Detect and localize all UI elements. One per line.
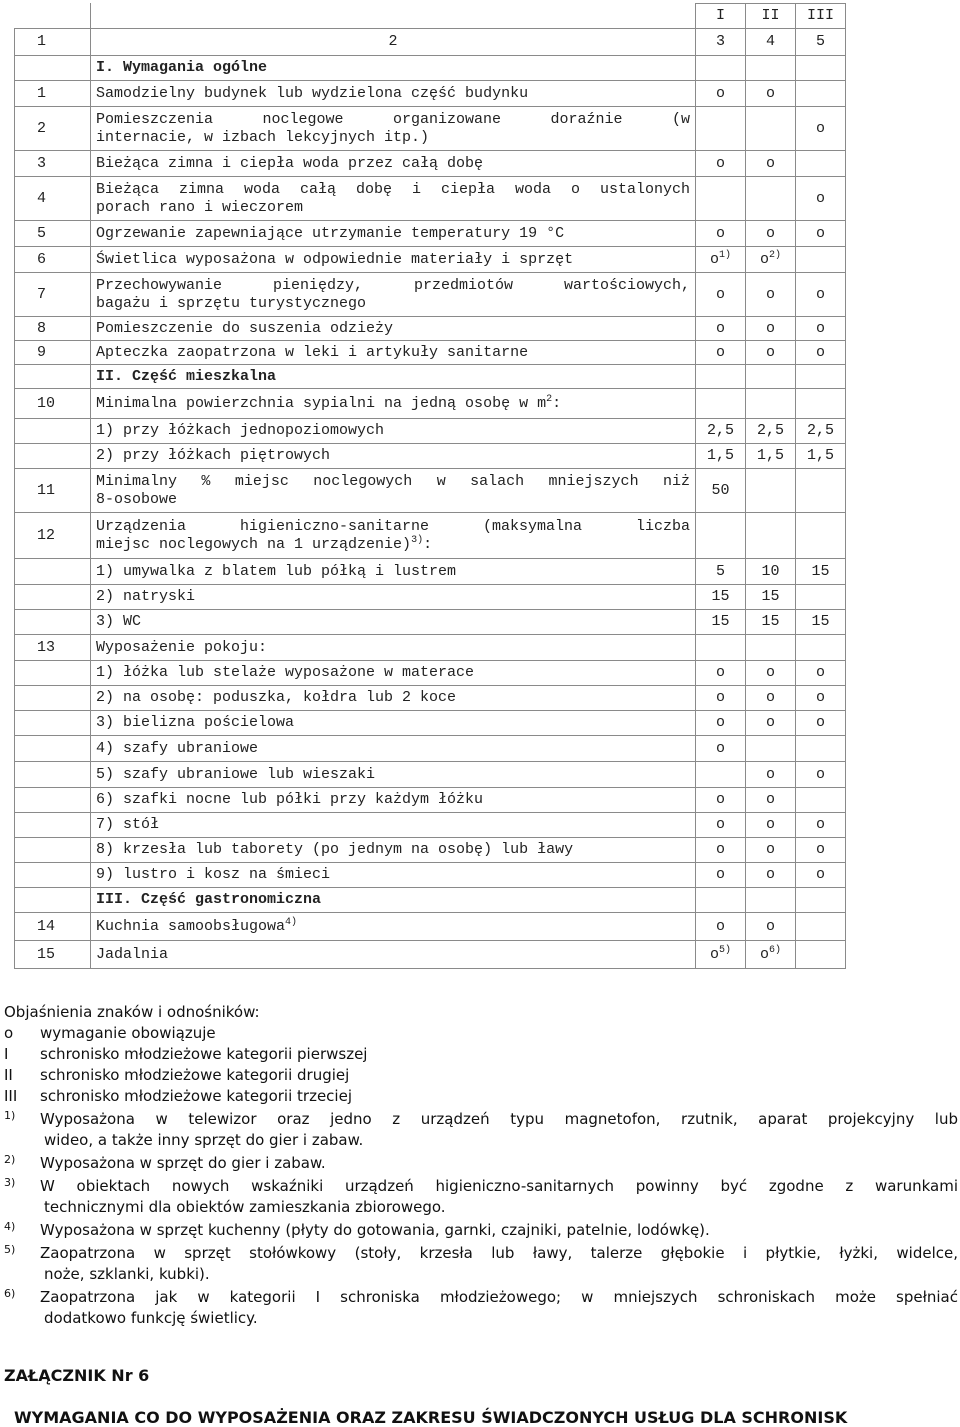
section-row [15,888,846,913]
table-row: 1) łóżka lub stelaże wyposażone w materace o o o [15,661,846,686]
table-row: 4 Bieżąca zimna woda całą dobę i ciepła woda o ustalonych porach rano i wieczorem o [15,177,846,221]
table-row: 7 Przechowywanie pieniędzy, przedmiotów wartościowych, bagażu i sprzętu turystycznego o o o [15,273,846,317]
table-row: 9) lustro i kosz na śmieci o o o [15,863,846,888]
legend-item: I schronisko młodzieżowe kategorii pierwszej [4,1045,368,1063]
table-row: 5) szafy ubraniowe lub wieszaki o o [15,762,846,788]
table-row: 8) krzesła lub taborety (po jednym na osobę) lub ławy o o o [15,838,846,863]
table-row: 2 Pomieszczenia noclegowe organizowane doraźnie (w internacie, w izbach lekcyjnych itp.) o [15,107,846,151]
table-row: 9 Apteczka zaopatrzona w leki i artykuły sanitarne o o o [15,341,846,365]
section-row [15,56,846,81]
section-title: II. Część mieszkalna [91,365,696,389]
table-row: 7) stół o o o [15,813,846,838]
table-row: 4) szafy ubraniowe o [15,736,846,762]
legend [4,1002,958,1329]
table-row: 3) bielizna pościelowa o o o [15,711,846,736]
table-row: 3) WC 15 15 15 [15,610,846,635]
category-1-header: I [696,4,746,29]
footnote: 5) Zaopatrzona w sprzęt stołówkowy (stoły, krzesła lub ławy, talerze głębokie i płytkie, łyżki, widelce, noże, szklanki, kubki). [4,1243,958,1283]
table-row: 1) przy łóżkach jednopoziomowych 2,5 2,5 2,5 [15,419,846,444]
requirements-table [14,3,846,969]
table-row: 1 Samodzielny budynek lub wydzielona część budynku o o [15,81,846,107]
table-row: 2) natryski 15 15 [15,585,846,610]
document-heading: WYMAGANIA CO DO WYPOSAŻENIA ORAZ ZAKRESU ŚWIADCZONYCH USŁUG DLA SCHRONISK [14,1408,848,1427]
category-3-header: III [796,4,846,29]
section-title: I. Wymagania ogólne [91,56,696,81]
legend-item: III schronisko młodzieżowe kategorii trzeciej [4,1087,352,1105]
table-row: 2) na osobę: poduszka, kołdra lub 2 koce o o o [15,686,846,711]
table-row: 12 Urządzenia higieniczno-sanitarne (maksymalna liczba miejsc noclegowych na 1 urządzenie)$^{3)}$: [15,513,846,559]
table-row: 15 Jadalnia $o^{5)}$ $o^{6)}$ [15,941,846,969]
legend-title: Objaśnienia znaków i odnośników: [4,1003,260,1021]
table-row: 14 Kuchnia samoobsługowa$^{4)}$ o o [15,913,846,941]
table-row: 6) szafki nocne lub półki przy każdym łóżku o o [15,788,846,813]
category-2-header: II [746,4,796,29]
table-row: 11 Minimalny % miejsc noclegowych w salach mniejszych niż 8-osobowe 50 [15,469,846,513]
column-numbering-row: 1 2 3 4 5 [15,29,846,56]
footnote: 1) Wyposażona w telewizor oraz jedno z urządzeń typu magnetofon, rzutnik, aparat projekcyjny lub wideo, a także inny sprzęt do gier i zabaw. [4,1109,958,1149]
table-row: 3 Bieżąca zimna i ciepła woda przez całą dobę o o [15,151,846,177]
table-row: 5 Ogrzewanie zapewniające utrzymanie temperatury 19 °C o o o [15,221,846,247]
footnote: 6) Zaopatrzona jak w kategorii I schroniska młodzieżowego; w mniejszych schroniskach może spełniać dodatkowo funkcję świetlicy. [4,1287,958,1327]
section-row [15,365,846,389]
section-title: III. Część gastronomiczna [91,888,696,913]
legend-item: o wymaganie obowiązuje [4,1024,216,1042]
table-row: 6 Świetlica wyposażona w odpowiednie materiały i sprzęt $o^{1)}$ $o^{2)}$ [15,247,846,273]
table-header-row [15,4,846,29]
table-row: 13 Wyposażenie pokoju: [15,635,846,661]
table-row: 2) przy łóżkach piętrowych 1,5 1,5 1,5 [15,444,846,469]
table-row: 10 Minimalna powierzchnia sypialni na jedną osobę w $m^2$: [15,389,846,419]
table-row: 8 Pomieszczenie do suszenia odzieży o o o [15,317,846,341]
footnote: 2) Wyposażona w sprzęt do gier i zabaw. [4,1153,326,1172]
footnote: 3) W obiektach nowych wskaźniki urządzeń higieniczno-sanitarnych powinny być zgodne z warunkami technicznymi dla obiektów zamieszkania zbiorowego. [4,1176,958,1216]
legend-item: II schronisko młodzieżowe kategorii drugiej [4,1066,350,1084]
attachment-title: ZAŁĄCZNIK Nr 6 [4,1366,150,1385]
table-row: 1) umywalka z blatem lub półką i lustrem 5 10 15 [15,559,846,585]
footnote: 4) Wyposażona w sprzęt kuchenny (płyty do gotowania, garnki, czajniki, patelnie, lodówkę). [4,1220,710,1239]
